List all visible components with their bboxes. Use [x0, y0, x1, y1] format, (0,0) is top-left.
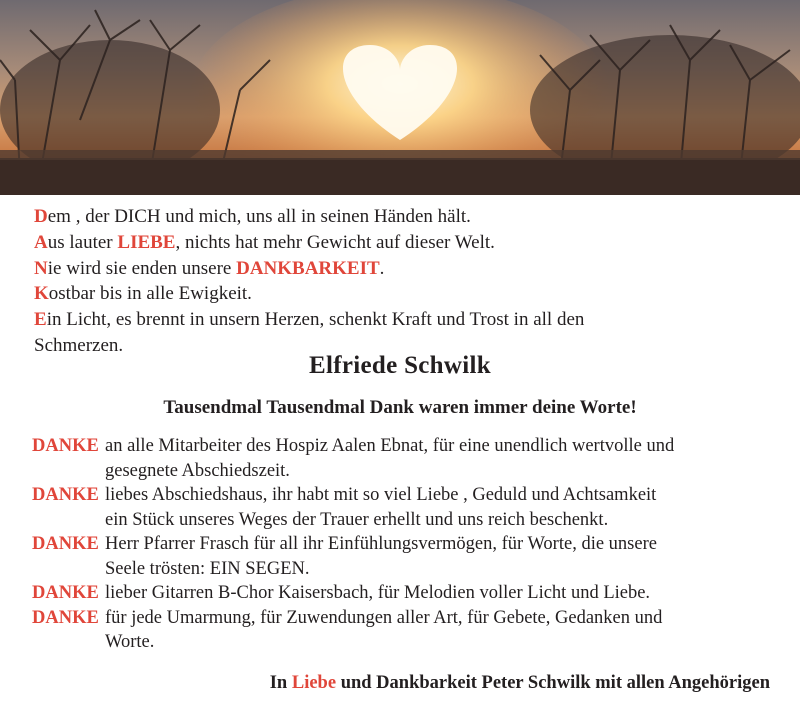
- poem-initial: D: [34, 206, 48, 227]
- thanks-text: [105, 581, 772, 606]
- closing-signature: [270, 673, 770, 694]
- thanks-text: [105, 606, 772, 655]
- deceased-name: Elfriede Schwilk: [309, 352, 491, 379]
- thanks-item: [32, 483, 772, 532]
- motto-line: Tausendmal Tausendmal Dank waren immer deine Worte!: [163, 397, 637, 418]
- thanks-item: [32, 581, 772, 606]
- thanks-text-line: für jede Umarmung, für Zuwendungen aller Art, für Gebete, Gedanken und: [105, 607, 663, 628]
- thanks-text-line: Worte.: [105, 632, 155, 652]
- thanks-word: DANKE: [32, 534, 99, 554]
- thanks-word: DANKE: [32, 436, 99, 456]
- poem-text: em , der DICH und mich, uns all in seinen Händen hält.: [47, 206, 471, 227]
- poem-initial: E: [34, 309, 47, 331]
- thanks-text-line: lieber Gitarren B-Chor Kaisersbach, für Melodien voller Licht und Liebe.: [105, 583, 651, 603]
- poem-highlight: LIEBE: [117, 231, 176, 253]
- poem-line: [34, 307, 784, 333]
- poem-text: ostbar bis in alle Ewigkeit.: [48, 283, 252, 305]
- poem-line: [34, 281, 784, 307]
- thanks-text: [105, 532, 772, 581]
- closing-pre: In: [269, 673, 292, 693]
- thanks-text: [105, 483, 772, 532]
- acrostic-poem: [34, 204, 784, 359]
- poem-text: us lauter: [47, 231, 118, 253]
- thanks-text-line: Herr Pfarrer Frasch für all ihr Einfühlungsvermögen, für Worte, die unsere: [105, 534, 657, 554]
- sunset-heart-image: [0, 0, 800, 195]
- poem-initial: K: [34, 283, 49, 305]
- thanks-text-line: liebes Abschiedshaus, ihr habt mit so viel Liebe , Geduld und Achtsamkeit: [105, 485, 657, 505]
- thanks-list: [32, 434, 772, 655]
- poem-text: , nichts hat mehr Gewicht auf dieser Welt.: [175, 231, 495, 253]
- poem-line: [34, 204, 784, 230]
- poem-text: Schmerzen.: [34, 334, 124, 356]
- closing-post: und Dankbarkeit Peter Schwilk mit allen Angehörigen: [336, 673, 770, 693]
- thanks-word: DANKE: [32, 583, 99, 603]
- thanks-text-line: an alle Mitarbeiter des Hospiz Aalen Ebnat, für eine unendlich wertvolle und: [105, 436, 675, 456]
- poem-highlight: DANKBARKEIT: [236, 257, 380, 279]
- poem-line: [34, 256, 784, 282]
- thanks-item: [32, 606, 772, 655]
- thanks-text: [105, 434, 772, 483]
- poem-text: ie wird sie enden unsere: [47, 257, 237, 279]
- thanks-item: [32, 532, 772, 581]
- thanks-text-line: Seele trösten: EIN SEGEN.: [105, 558, 310, 579]
- thanks-item: [32, 434, 772, 483]
- poem-initial: N: [34, 257, 48, 279]
- sunset-heart-illustration: [0, 0, 800, 195]
- poem-text: in Licht, es brennt in unsern Herzen, schenkt Kraft und Trost in all den: [46, 309, 585, 331]
- poem-line: [34, 230, 784, 256]
- poem-text: .: [379, 257, 385, 279]
- thanks-text-line: gesegnete Abschiedszeit.: [105, 460, 290, 481]
- thanks-word: DANKE: [32, 607, 99, 628]
- thanks-text-line: ein Stück unseres Weges der Trauer erhellt und uns reich beschenkt.: [105, 509, 609, 530]
- thanks-word: DANKE: [32, 485, 99, 505]
- poem-initial: A: [34, 231, 48, 253]
- closing-highlight: Liebe: [291, 673, 337, 693]
